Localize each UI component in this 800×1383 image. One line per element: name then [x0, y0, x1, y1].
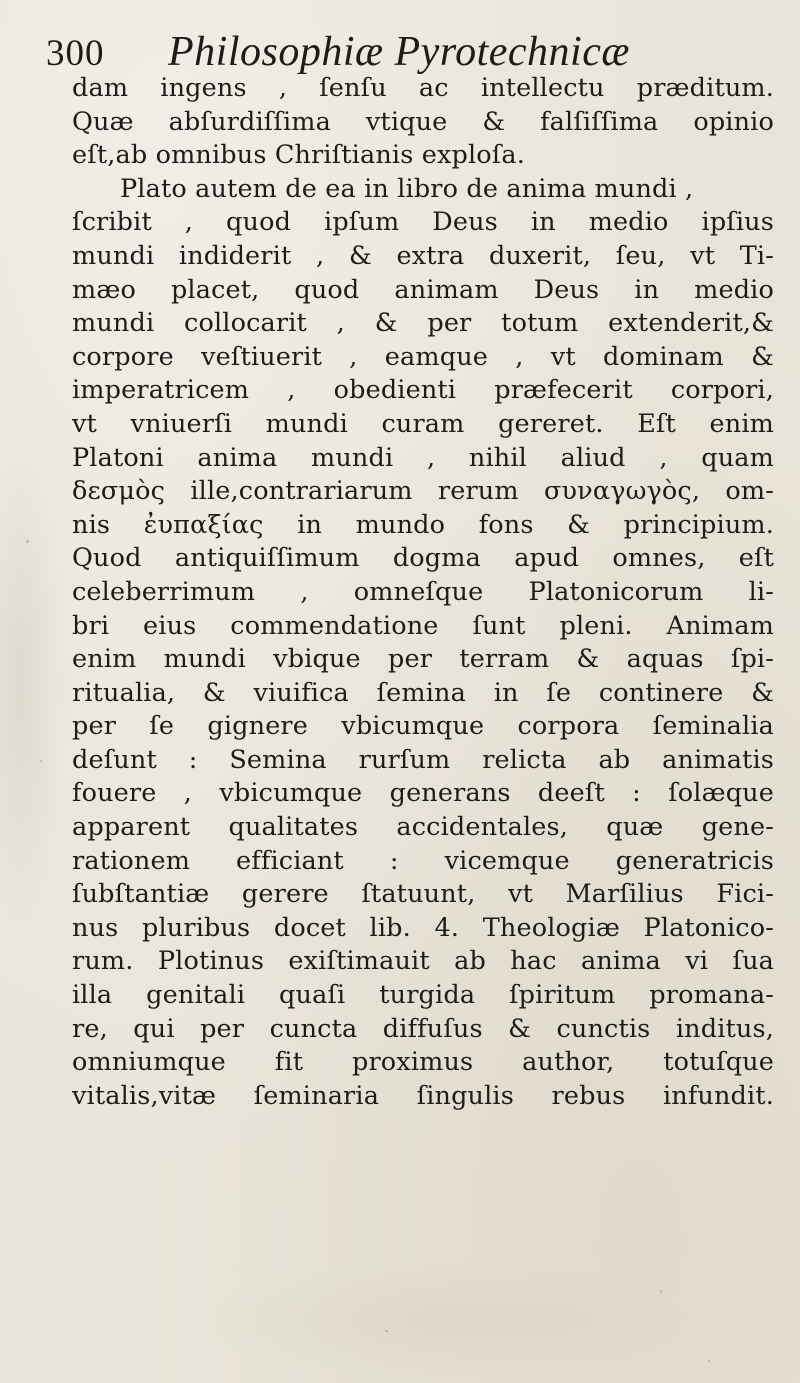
text-line: apparent qualitates accidentales, quæ gene-: [72, 812, 774, 843]
text-line: rationem efficiant : vicemque generatricis: [72, 845, 774, 876]
text-line: illa genitali quaſi turgida ſpiritum promana-: [72, 980, 774, 1011]
text-line: dam ingens , ſenſu ac intellectu præditum.: [72, 73, 774, 103]
text-line: ſcribit , quod ipſum Deus in medio ipſius: [72, 207, 774, 238]
text-line: Quod antiquiſſimum dogma apud omnes, eſt: [72, 543, 774, 574]
running-title: Philosophiæ Pyrotechnicæ: [168, 29, 630, 75]
bottom-stain: [200, 1260, 700, 1380]
text-line: re, qui per cuncta diffuſus & cunctis inditus,: [72, 1013, 774, 1044]
page-header: [40, 18, 770, 74]
text-line: imperatricem , obedienti præfecerit corpori,: [72, 375, 774, 406]
page-number: 300: [46, 33, 105, 74]
text-line: celeberrimum , omneſque Platonicorum li-: [72, 576, 774, 607]
text-line: per ſe gignere vbicumque corpora ſeminalia: [72, 711, 774, 742]
text-line: δεσμὸς ille,contrariarum rerum συναγωγὸς, om-: [72, 476, 774, 507]
paper-speckle: [708, 1360, 710, 1362]
text-line: Platoni anima mundi , nihil aliud , quam: [72, 442, 774, 473]
text-line: mundi collocarit , & per totum extenderit,&: [72, 308, 774, 339]
text-line: omniumque fit proximus author, totuſque: [72, 1047, 774, 1078]
body-text: [72, 72, 774, 1113]
paper-speckle: [660, 1290, 662, 1293]
margin-stain: [0, 420, 70, 940]
paper-speckle: [26, 540, 29, 543]
text-line: bri eius commendatione ſunt pleni. Animam: [72, 610, 774, 641]
text-line: Quæ abſurdiſſima vtique & falſiſſima opinio: [72, 106, 774, 137]
text-line: mæo placet, quod animam Deus in medio: [72, 274, 774, 305]
text-line: deſunt : Semina rurſum relicta ab animatis: [72, 744, 774, 775]
text-line: eſt,ab omnibus Chriſtianis exploſa.: [72, 140, 525, 171]
text-line: vitalis,vitæ ſeminaria ſingulis rebus infundit.: [72, 1080, 774, 1111]
text-line: rum. Plotinus exiſtimauit ab hac anima vi ſua: [72, 946, 774, 977]
text-line: nis ἐυπαξίας in mundo fons & principium.: [72, 509, 774, 540]
text-line: enim mundi vbique per terram & aquas ſpi-: [72, 644, 774, 675]
text-line: Plato autem de ea in libro de anima mundi ,: [120, 173, 694, 204]
text-line: mundi indiderit , & extra duxerit, ſeu, vt Ti-: [72, 240, 774, 271]
text-line: fouere , vbicumque generans deeſt : ſolæque: [72, 778, 774, 809]
text-line: ritualia, & viuifica ſemina in ſe continere &: [72, 677, 774, 708]
paper-speckle: [40, 760, 42, 762]
text-line: ſubſtantiæ gerere ſtatuunt, vt Marſilius Fici-: [72, 879, 774, 910]
text-line: vt vniuerſi mundi curam gereret. Eſt enim: [72, 408, 774, 439]
paper-speckle: [385, 1330, 388, 1332]
text-line: nus pluribus docet lib. 4. Theologiæ Platonico-: [72, 912, 774, 943]
text-line: corpore veſtiuerit , eamque , vt dominam &: [72, 341, 774, 372]
